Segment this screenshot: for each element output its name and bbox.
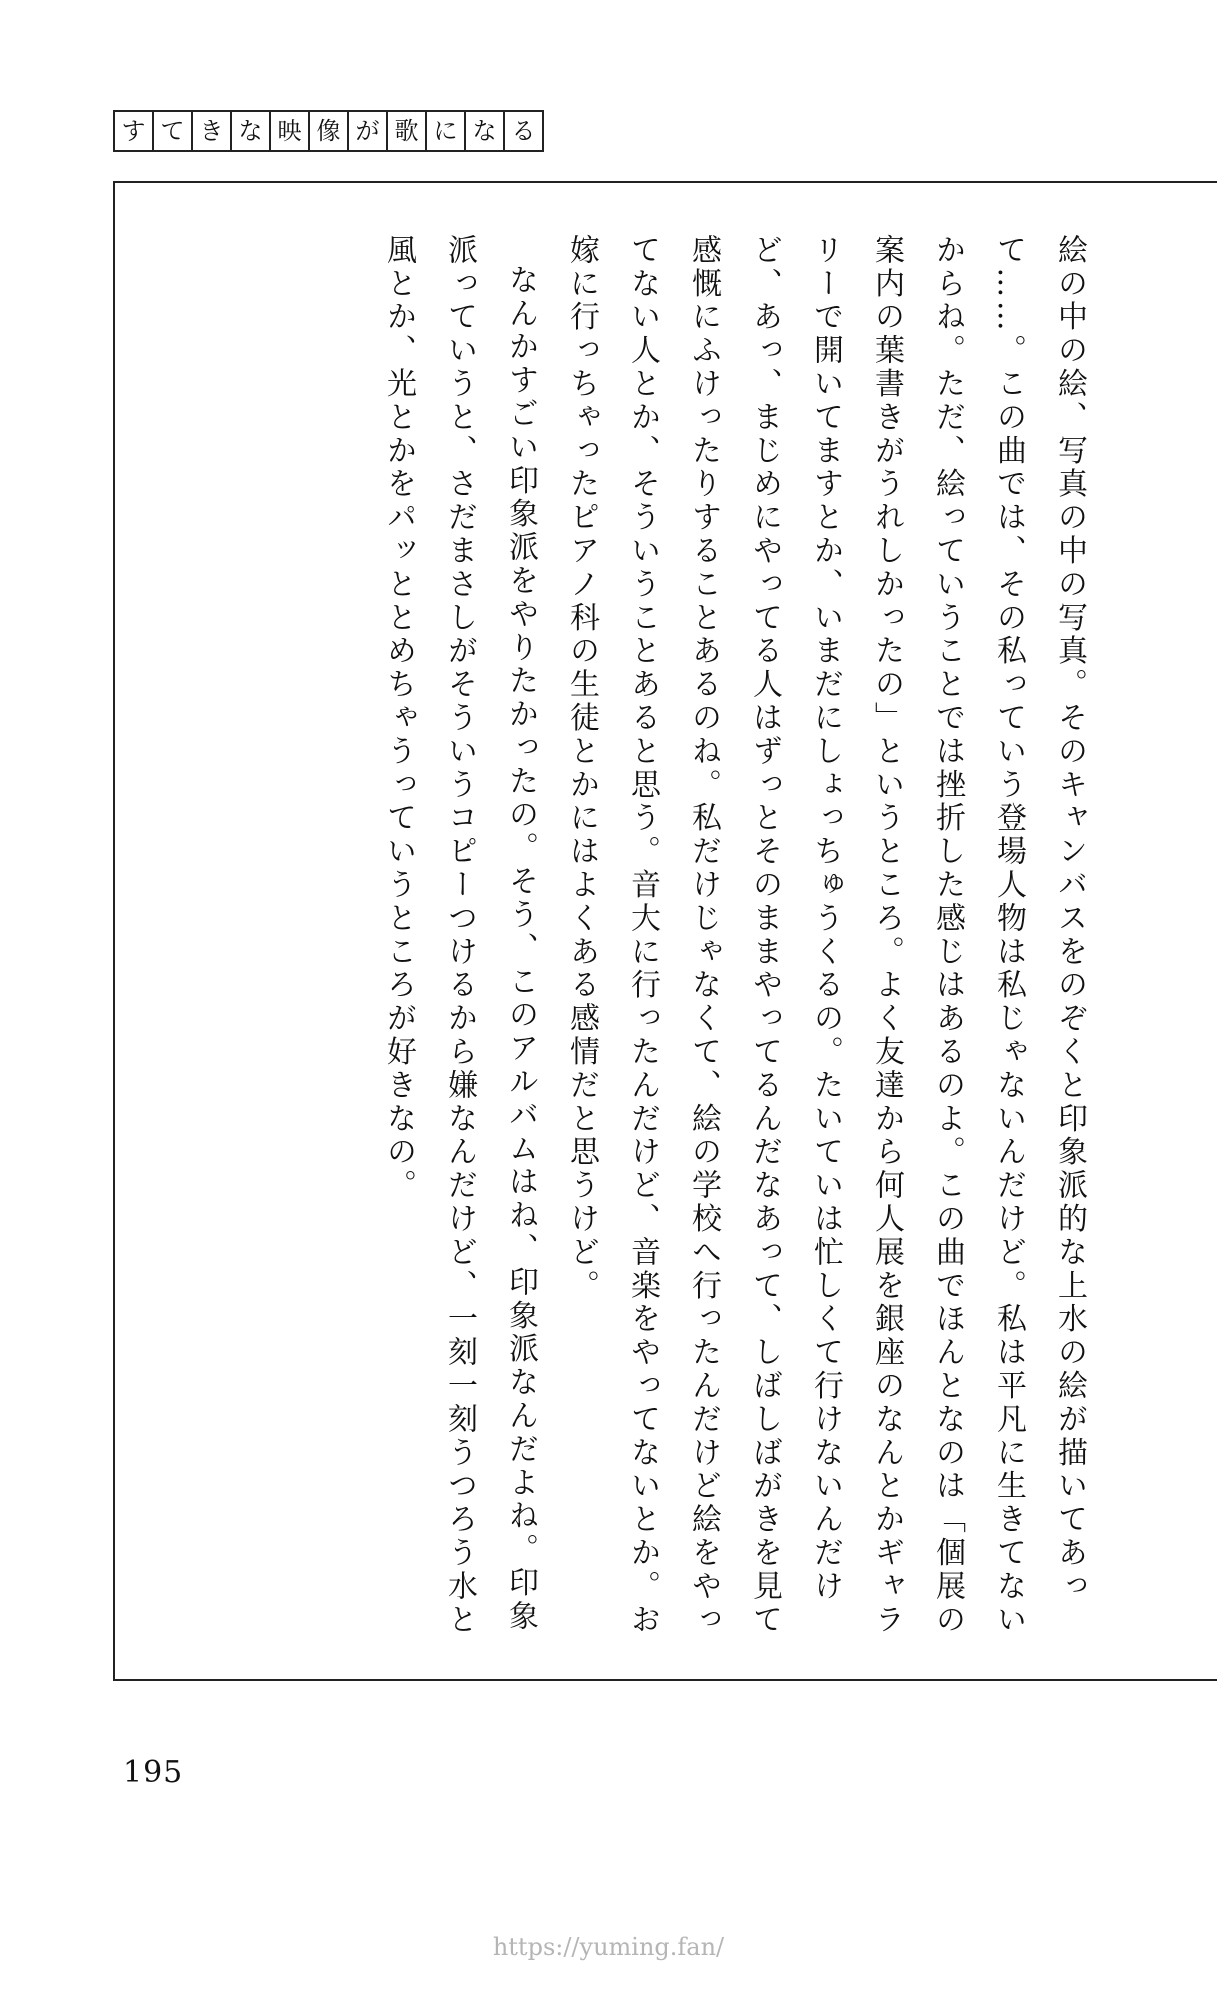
title-char: が (349, 112, 388, 150)
title-char: 像 (310, 112, 349, 150)
title-char: て (154, 112, 193, 150)
title-char: る (511, 117, 536, 145)
title-char: な (232, 112, 271, 150)
page-number: 195 (123, 1755, 184, 1790)
title-char: す (115, 112, 154, 150)
running-title (113, 110, 544, 152)
title-char: 映 (271, 112, 310, 150)
paragraph: 絵の中の絵、写真の中の写真。そのキャンバスをのぞくと印象派的な上水の絵が描いてあって……。この曲では、その私っていう登場人物は私じゃないんだけど。私は平凡に生きてないからね。ただ、絵っていうことでは挫折した感じはあるのよ。この曲でほんとなのは「個展の案内の葉書きがうれしかったの」というところ。よく友達から何人展を銀座のなんとかギャラリーで開いてますとか、いまだにしょっちゅうくるの。たいていは忙しくて行けないんだけど、あっ、まじめにやってる人はずっとそのままやってるんだなあって、しばしばがきを見て感慨にふけったりすることあるのね。私だけじゃなくて、絵の学校へ行ったんだけど絵をやってない人とか、そういうことあると思う。音大に行ったんだけど、音楽をやってないとか。お嫁に行っちゃったピアノ科の生徒とかにはよくある感情だと思うけど。 (564, 234, 1087, 1637)
paragraph: なんかすごい印象派をやりたかったの。そう、このアルバムはね、印象派なんだよね。印象派っていうと、さだまさしがそういうコピーつけるから嫌なんだけど、一刻一刻うつろう水と風とか、光とかをパッととめちゃうっていうところが好きなの。 (381, 234, 538, 1637)
watermark-url: https://yuming.fan/ (492, 1933, 725, 1961)
title-char: な (466, 112, 505, 150)
title-char: 歌 (388, 112, 427, 150)
title-char: き (193, 112, 232, 150)
body-text (370, 234, 1100, 1654)
title-char: に (427, 112, 466, 150)
